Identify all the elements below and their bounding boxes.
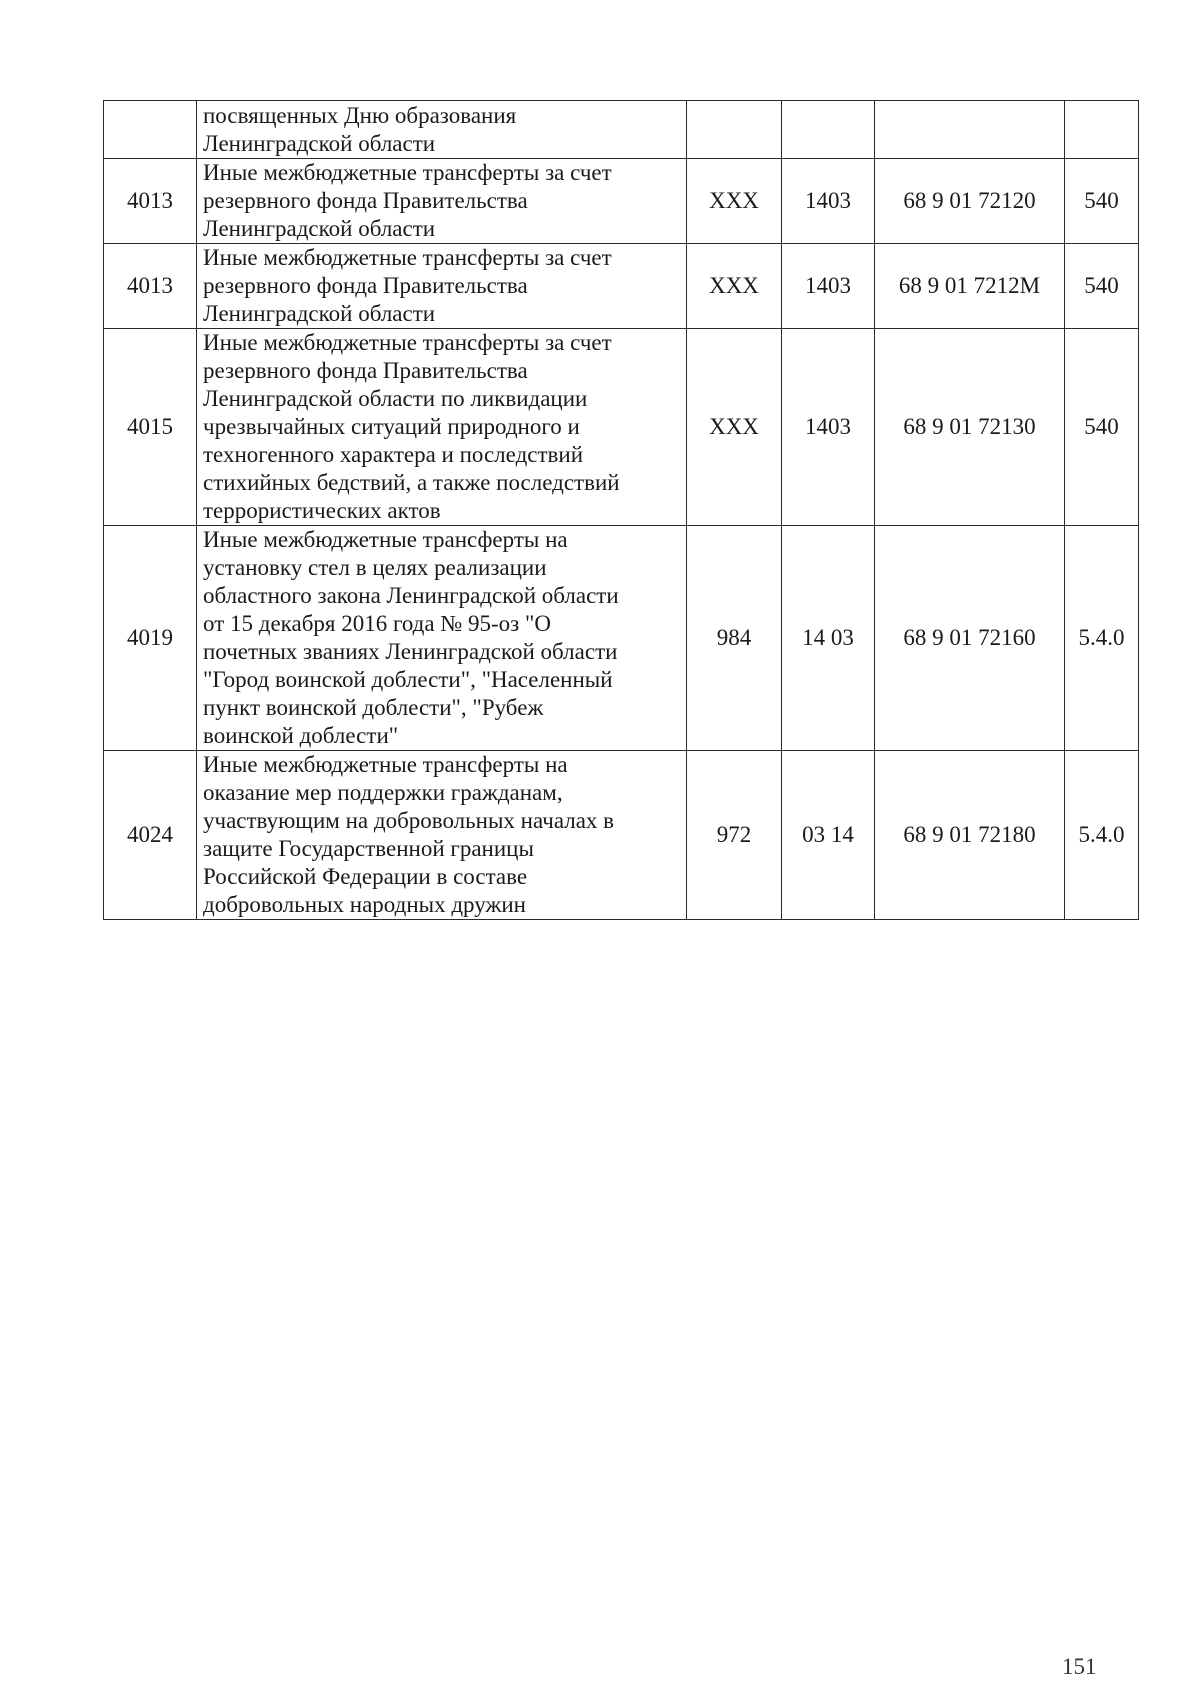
row-ga-cell: XXX xyxy=(687,329,782,526)
row-vr-cell: 540 xyxy=(1065,159,1139,244)
row-name-cell xyxy=(197,101,687,159)
row-cs-cell: 68 9 01 72180 xyxy=(875,751,1065,920)
row-name-text: Иные межбюджетные трансферты на оказание мер поддержки гражданам, участвующим на добровольных началах в защите Государственной границы Российской Федерации в составе добровольных народных дружин xyxy=(203,752,615,917)
row-name-cell xyxy=(197,159,687,244)
row-name-text: Иные межбюджетные трансферты за счет резервного фонда Правительства Ленинградской области xyxy=(203,160,612,241)
row-vr-cell: 5.4.0 xyxy=(1065,526,1139,751)
row-code-cell: 4024 xyxy=(104,751,197,920)
row-rz-cell: 1403 xyxy=(782,329,875,526)
row-cs-cell xyxy=(875,101,1065,159)
row-cs-cell: 68 9 01 72120 xyxy=(875,159,1065,244)
table-row xyxy=(104,526,1139,751)
row-vr-cell: 540 xyxy=(1065,329,1139,526)
row-cs-cell: 68 9 01 72160 xyxy=(875,526,1065,751)
row-ga-cell: 972 xyxy=(687,751,782,920)
row-rz-cell: 03 14 xyxy=(782,751,875,920)
table-row xyxy=(104,101,1139,159)
row-name-text: Иные межбюджетные трансферты за счет резервного фонда Правительства Ленинградской области xyxy=(203,245,612,326)
row-vr-cell xyxy=(1065,101,1139,159)
row-rz-cell: 1403 xyxy=(782,244,875,329)
row-rz-cell: 1403 xyxy=(782,159,875,244)
row-name-text: посвященных Дню образования Ленинградской области xyxy=(203,102,517,156)
table-row xyxy=(104,751,1139,920)
row-vr-cell: 540 xyxy=(1065,244,1139,329)
row-code-cell: 4013 xyxy=(104,244,197,329)
row-ga-cell xyxy=(687,101,782,159)
row-rz-cell: 14 03 xyxy=(782,526,875,751)
table-row xyxy=(104,329,1139,526)
row-name-cell xyxy=(197,329,687,526)
page-number: 151 xyxy=(1062,1654,1097,1679)
row-rz-cell xyxy=(782,101,875,159)
budget-table xyxy=(103,100,1139,920)
row-vr-cell: 5.4.0 xyxy=(1065,751,1139,920)
row-name-cell xyxy=(197,751,687,920)
row-ga-cell: XXX xyxy=(687,244,782,329)
row-cs-cell: 68 9 01 7212M xyxy=(875,244,1065,329)
table-body xyxy=(104,101,1139,920)
row-code-cell: 4013 xyxy=(104,159,197,244)
row-code-cell: 4019 xyxy=(104,526,197,751)
row-name-cell xyxy=(197,526,687,751)
row-code-cell: 4015 xyxy=(104,329,197,526)
row-cs-cell: 68 9 01 72130 xyxy=(875,329,1065,526)
table-row xyxy=(104,159,1139,244)
row-ga-cell: 984 xyxy=(687,526,782,751)
row-name-cell xyxy=(197,244,687,329)
row-code-cell xyxy=(104,101,197,159)
table-row xyxy=(104,244,1139,329)
row-ga-cell: XXX xyxy=(687,159,782,244)
row-name-text: Иные межбюджетные трансферты за счет резервного фонда Правительства Ленинградской области по ликвидации чрезвычайных ситуаций природного и техногенного характера и последствий стихийных бедствий, а также последствий террористических актов xyxy=(203,330,620,523)
row-name-text: Иные межбюджетные трансферты на установку стел в целях реализации областного закона Ленинградской области от 15 декабря 2016 года № 95-оз "О почетных званиях Ленинградской области "Город воинской доблести", "Населенный пункт воинской доблести", "Рубеж воинской доблести" xyxy=(203,527,619,748)
